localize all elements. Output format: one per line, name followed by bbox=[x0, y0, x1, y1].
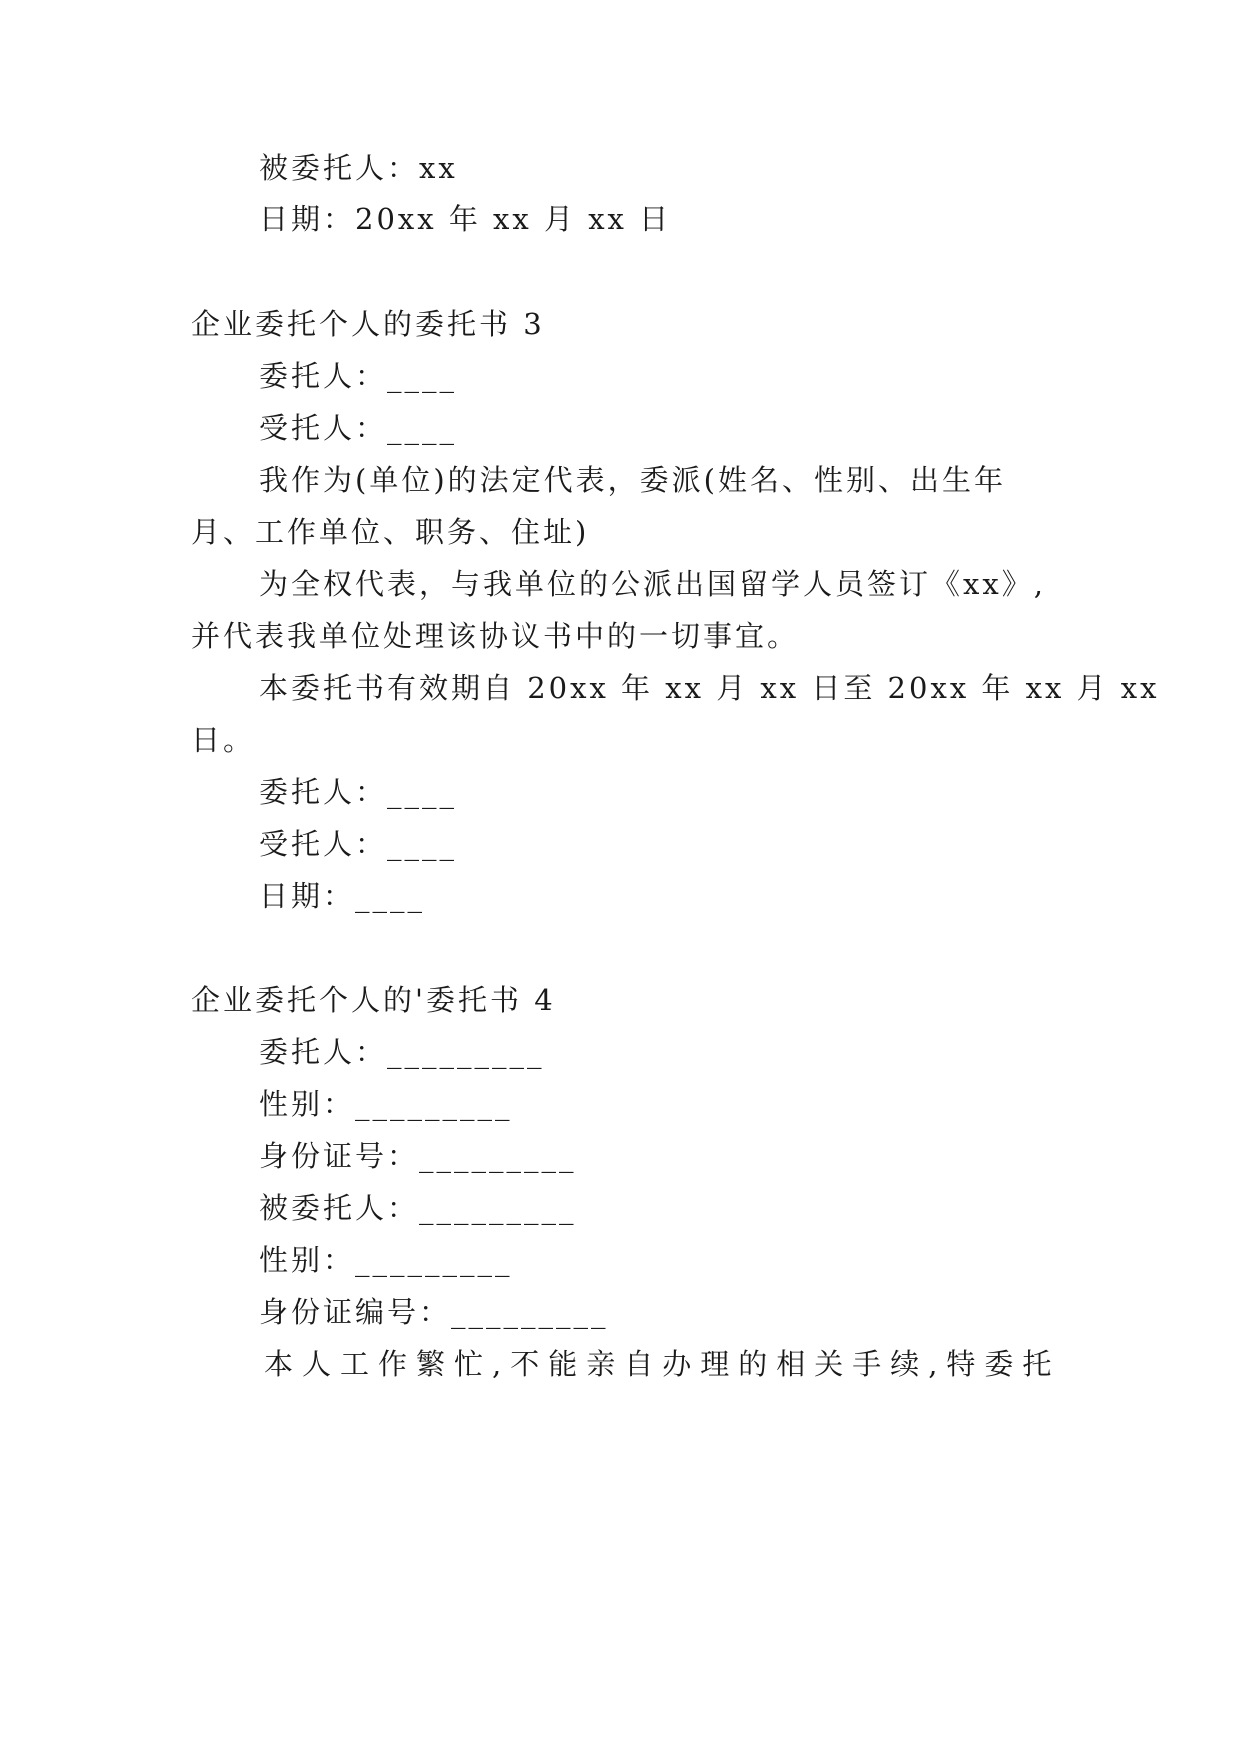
paragraph-2-line-2: 并代表我单位处理该协议书中的一切事宜。 bbox=[191, 619, 800, 653]
sign-agent-line: 受托人：____ bbox=[259, 827, 458, 861]
section-3-title: 企业委托个人的委托书 3 bbox=[191, 307, 545, 341]
trustee-line: 被委托人：xx bbox=[259, 151, 458, 185]
date-line: 日期：20xx 年 xx 月 xx 日 bbox=[259, 202, 672, 236]
paragraph-2-line-1: 为全权代表，与我单位的公派出国留学人员签订《xx》, bbox=[259, 567, 1046, 601]
paragraph-1-line-1: 本人工作繁忙,不能亲自办理的相关手续,特委托 bbox=[264, 1347, 1061, 1381]
principal-line: 委托人：_________ bbox=[259, 1035, 545, 1069]
trustee-id-line: 身份证编号：_________ bbox=[259, 1295, 609, 1329]
sign-date-line: 日期：____ bbox=[259, 879, 426, 913]
principal-id-line: 身份证号：_________ bbox=[259, 1139, 577, 1173]
paragraph-3-line-1: 本委托书有效期自 20xx 年 xx 月 xx 日至 20xx 年 xx 月 xx bbox=[259, 671, 1160, 705]
section-4-title: 企业委托个人的'委托书 4 bbox=[191, 983, 556, 1017]
sign-principal-line: 委托人：____ bbox=[259, 775, 458, 809]
principal-gender-line: 性别：_________ bbox=[259, 1087, 513, 1121]
paragraph-1-line-1: 我作为(单位)的法定代表，委派(姓名、性别、出生年 bbox=[259, 463, 1006, 497]
principal-line: 委托人：____ bbox=[259, 359, 458, 393]
trustee-gender-line: 性别：_________ bbox=[259, 1243, 513, 1277]
agent-line: 受托人：____ bbox=[259, 411, 458, 445]
trustee-line: 被委托人：_________ bbox=[259, 1191, 577, 1225]
paragraph-1-line-2: 月、工作单位、职务、住址) bbox=[191, 515, 590, 549]
paragraph-3-line-2: 日。 bbox=[191, 723, 256, 757]
